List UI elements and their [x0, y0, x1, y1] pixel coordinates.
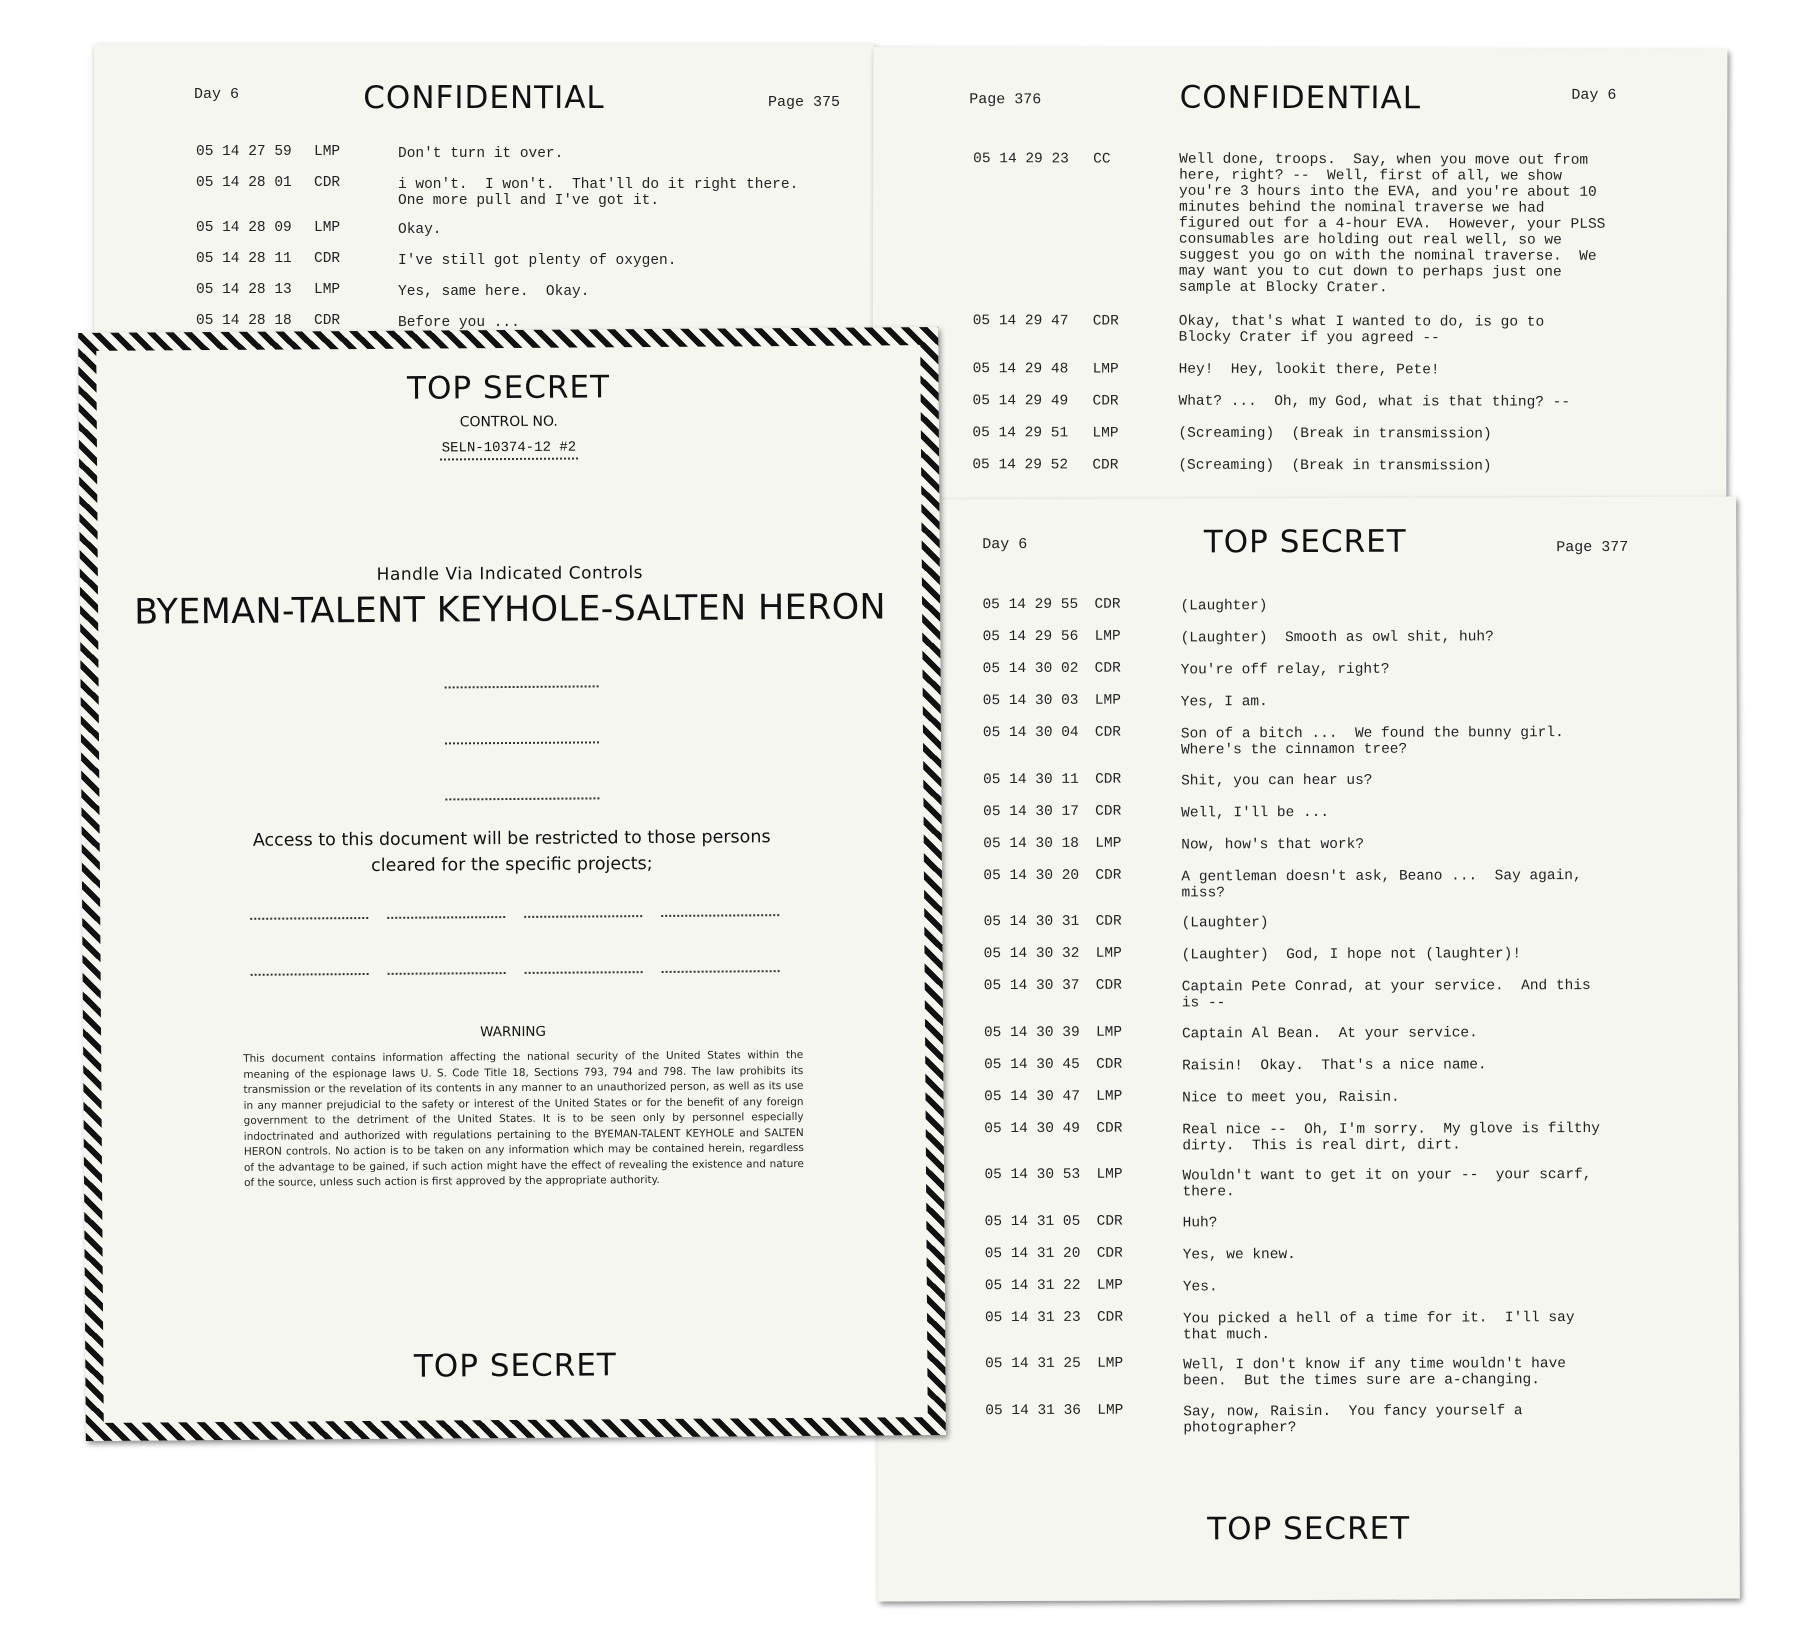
utterance: Shit, you can hear us?: [1181, 772, 1373, 789]
utterance: You picked a hell of a time for it. I'll say that much.: [1182, 1309, 1575, 1343]
cover-top-classification: TOP SECRET: [406, 369, 611, 407]
timestamp: 05 14 29 55: [982, 596, 1079, 614]
cover-bottom-classification: TOP SECRET: [413, 1347, 617, 1385]
speaker: LMP: [1097, 1402, 1124, 1419]
timestamp: 05 14 29 47: [972, 312, 1069, 329]
utterance: Nice to meet you, Raisin.: [1182, 1089, 1400, 1106]
utterance: You're off relay, right?: [1180, 661, 1390, 679]
speaker: LMP: [1095, 835, 1122, 852]
timestamp: 05 14 29 23: [973, 151, 1069, 168]
speaker: CDR: [1094, 724, 1122, 741]
transcript-row: [872, 456, 1726, 475]
speaker: LMP: [1096, 1277, 1123, 1294]
utterance: Yes, same here. Okay.: [398, 284, 590, 300]
utterance: Yes, we knew.: [1182, 1246, 1296, 1263]
transcript-row: [875, 833, 1737, 853]
timestamp: 05 14 31 05: [984, 1213, 1081, 1230]
blank-field: [525, 971, 643, 974]
blank-field: [387, 916, 505, 919]
cover-sheet: [78, 327, 946, 1441]
timestamp: 05 14 30 37: [983, 977, 1080, 995]
speaker: CDR: [1096, 1213, 1123, 1230]
timestamp: 05 14 29 48: [972, 360, 1069, 378]
timestamp: 05 14 30 03: [982, 692, 1079, 710]
timestamp: 05 14 30 17: [983, 803, 1079, 820]
timestamp: 05 14 31 22: [984, 1277, 1081, 1294]
blank-field: [388, 972, 506, 975]
day-label: Day 6: [194, 86, 240, 103]
timestamp: 05 14 30 20: [983, 867, 1080, 884]
transcript-row: [876, 1164, 1738, 1201]
speaker: CDR: [1096, 1056, 1123, 1073]
cover-sheet-body: [96, 345, 927, 1423]
speaker: CDR: [1096, 1120, 1123, 1137]
speaker: CDR: [314, 313, 341, 329]
day-label: Day 6: [982, 535, 1028, 554]
transcript-row: [876, 911, 1738, 932]
transcript-row: [876, 943, 1738, 964]
utterance: Wouldn't want to get it on your -- your scarf, there.: [1182, 1167, 1592, 1201]
speaker: LMP: [1094, 628, 1121, 645]
transcript-row: [875, 690, 1737, 711]
timestamp: 05 14 28 01: [196, 175, 292, 191]
speaker: CDR: [1092, 457, 1119, 474]
classification-footer: TOP SECRET: [1207, 1510, 1411, 1548]
transcript-row: [875, 801, 1737, 821]
timestamp: 05 14 30 04: [982, 724, 1079, 742]
transcript-row: [872, 424, 1726, 443]
speaker: LMP: [1095, 1024, 1123, 1041]
transcript-row: [877, 1275, 1739, 1295]
speaker: LMP: [314, 282, 341, 298]
transcript-row: [877, 1211, 1739, 1231]
transcript-row: [876, 1086, 1738, 1106]
utterance: Huh?: [1182, 1214, 1218, 1231]
utterance: Okay.: [398, 222, 442, 238]
timestamp: 05 14 28 11: [196, 251, 292, 267]
utterance: i won't. I won't. That'll do it right there. One more pull and I've got it.: [398, 177, 799, 209]
speaker: CDR: [1095, 771, 1122, 788]
speaker: CDR: [314, 175, 341, 191]
utterance: Real nice -- Oh, I'm sorry. My glove is filthy dirty. This is real dirt, dirt.: [1182, 1120, 1600, 1154]
transcript-row: [877, 1307, 1739, 1343]
blank-field: [445, 741, 599, 744]
timestamp: 05 14 28 18: [196, 313, 292, 329]
transcript-row: [876, 1054, 1738, 1074]
utterance: What? ... Oh, my God, what is that thing? --: [1178, 393, 1571, 411]
transcript-row: [875, 658, 1737, 679]
timestamp: 05 14 30 39: [983, 1024, 1080, 1041]
transcript-row: [874, 594, 1736, 615]
speaker: CDR: [1095, 867, 1122, 884]
speaker: CDR: [1094, 660, 1121, 677]
control-number-label: CONTROL NO.: [459, 413, 558, 431]
speaker: CDR: [1095, 913, 1122, 930]
speaker: LMP: [1094, 692, 1121, 709]
utterance: Yes, I am.: [1180, 694, 1268, 711]
utterance: Before you ...: [398, 315, 520, 331]
timestamp: 05 14 29 52: [972, 456, 1069, 474]
utterance: Son of a bitch ... We found the bunny girl. Where's the cinnamon tree?: [1180, 725, 1564, 759]
utterance: (Laughter): [1181, 915, 1269, 932]
control-number: [97, 437, 921, 459]
timestamp: 05 14 29 56: [982, 628, 1079, 646]
page-number: Page 376: [969, 91, 1042, 109]
speaker: CDR: [1096, 1309, 1124, 1326]
speaker: LMP: [1092, 425, 1119, 442]
timestamp: 05 14 30 53: [984, 1166, 1081, 1184]
blank-field: [251, 973, 369, 976]
utterance: Say, now, Raisin. You fancy yourself a photographer?: [1183, 1402, 1523, 1436]
speaker: LMP: [314, 220, 341, 236]
speaker: CDR: [1092, 313, 1119, 330]
utterance: (Laughter): [1180, 598, 1268, 615]
speaker: CDR: [1096, 1245, 1123, 1262]
timestamp: 05 14 31 25: [985, 1355, 1081, 1373]
utterance: Captain Al Bean. At your service.: [1181, 1024, 1478, 1042]
transcript-row: [875, 626, 1737, 647]
speaker: LMP: [1095, 945, 1122, 962]
classification-header: TOP SECRET: [1203, 523, 1407, 561]
utterance: Now, how's that work?: [1181, 836, 1365, 853]
timestamp: 05 14 30 11: [983, 771, 1079, 788]
handling-caveat: Handle Via Indicated Controls: [376, 563, 644, 585]
transcript-row: [877, 1400, 1739, 1436]
blank-field: [524, 915, 642, 918]
speaker: CDR: [1095, 977, 1122, 994]
codeword-title: BYEMAN-TALENT KEYHOLE-SALTEN HERON: [134, 587, 887, 633]
utterance: Okay, that's what I wanted to do, is go to Blocky Crater if you agreed --: [1178, 313, 1545, 346]
timestamp: 05 14 27 59: [196, 144, 292, 160]
blank-field: [445, 797, 599, 800]
timestamp: 05 14 30 47: [984, 1088, 1080, 1105]
transcript-row: [873, 312, 1727, 346]
warning-text: This document contains information affecting the national security of the United States within the meaning of the espionage laws U. S. Code Title 18, Sections 793, 794 and 798. The law prohibits its transmission or the revelation of its contents in any manner to an unauthorized person, as well as its use in any manner prejudicial to the safety or interest of the United States or for the benefit of any foreign government to the detriment of the United States. It is to be seen only by personnel especially indoctrinated and authorized with regulations pertaining to the BYEMAN-TALENT KEYHOLE and SALTEN HERON controls. No action is to be taken on any information which may be contained herein, regardless of the advantage to be gained, if such action might have the effect of revealing the existence and nature of the source, unless such action is first approved by the appropriate authority.: [243, 1048, 805, 1189]
page-number: Page 377: [1556, 538, 1629, 557]
timestamp: 05 14 30 49: [984, 1120, 1081, 1137]
transcript-row: [875, 722, 1737, 759]
timestamp: 05 14 31 20: [984, 1245, 1081, 1262]
blank-field: [662, 970, 780, 973]
blank-field: [445, 685, 599, 688]
utterance: (Screaming) (Break in transmission): [1178, 457, 1492, 475]
blank-field: [250, 917, 368, 920]
speaker: LMP: [1096, 1088, 1123, 1105]
timestamp: 05 14 29 51: [972, 424, 1069, 442]
speaker: CDR: [1094, 596, 1121, 613]
timestamp: 05 14 30 32: [983, 945, 1080, 963]
speaker: CC: [1093, 151, 1111, 168]
utterance: A gentleman doesn't ask, Beano ... Say again, miss?: [1181, 867, 1582, 901]
speaker: LMP: [1092, 361, 1119, 378]
speaker: CDR: [1092, 393, 1119, 410]
transcript-page-377: [874, 496, 1740, 1601]
blank-field: [661, 914, 779, 917]
utterance: Yes.: [1182, 1278, 1218, 1295]
timestamp: 05 14 30 45: [984, 1056, 1080, 1073]
speaker: LMP: [1096, 1166, 1123, 1183]
utterance: Well done, troops. Say, when you move out from here, right? -- Well, first of all, we show you're 3 hours into the EVA, and you're about 10 minutes behind the nominal traverse we had figured out for a 4-hour EVA. However, your PLSS consumables are holding out real well, so we suggest you go on with the nominal traverse. We may want you to cut down to perhaps just one sample at Blocky Crater.: [1178, 151, 1606, 297]
classification-header: CONFIDENTIAL: [1179, 79, 1422, 117]
classification-header: CONFIDENTIAL: [363, 80, 605, 116]
utterance: Hey! Hey, lookit there, Pete!: [1178, 361, 1440, 379]
transcript-row: [876, 975, 1738, 1012]
transcript-row: [873, 151, 1727, 297]
transcript-row: [876, 1022, 1738, 1042]
access-restriction: Access to this document will be restricted to those persons cleared for the specific projects;: [252, 827, 771, 876]
utterance: (Screaming) (Break in transmission): [1178, 425, 1492, 443]
warning-title: WARNING: [480, 1023, 547, 1041]
utterance: Raisin! Okay. That's a nice name.: [1182, 1056, 1487, 1074]
day-label: Day 6: [1571, 86, 1617, 104]
speaker: LMP: [314, 144, 341, 160]
utterance: (Laughter) God, I hope not (laughter)!: [1181, 946, 1522, 964]
speaker: CDR: [314, 251, 341, 267]
timestamp: 05 14 29 49: [972, 392, 1069, 410]
timestamp: 05 14 30 18: [983, 835, 1080, 852]
transcript-row: [877, 1353, 1739, 1390]
speaker: CDR: [1095, 803, 1122, 820]
utterance: Well, I'll be ...: [1181, 804, 1330, 821]
timestamp: 05 14 28 09: [196, 220, 292, 236]
transcript-row: [873, 360, 1727, 379]
utterance: Don't turn it over.: [398, 146, 564, 162]
timestamp: 05 14 30 31: [983, 913, 1080, 931]
transcript-row: [877, 1243, 1739, 1263]
control-number-value: SELN-10374-12 #2: [440, 440, 579, 461]
timestamp: 05 14 28 13: [196, 282, 292, 298]
utterance: I've still got plenty of oxygen.: [398, 253, 677, 269]
timestamp: 05 14 31 36: [985, 1402, 1082, 1419]
utterance: Well, I don't know if any time wouldn't have been. But the times sure are a-changing.: [1183, 1356, 1567, 1390]
transcript-row: [875, 769, 1737, 789]
speaker: LMP: [1097, 1355, 1124, 1372]
transcript-row: [876, 1118, 1738, 1154]
transcript-row: [873, 392, 1727, 411]
utterance: Captain Pete Conrad, at your service. And this is --: [1181, 978, 1591, 1012]
page-number: Page 375: [768, 94, 841, 111]
utterance: (Laughter) Smooth as owl shit, huh?: [1180, 629, 1494, 647]
transcript-row: [875, 865, 1737, 901]
timestamp: 05 14 30 02: [982, 660, 1079, 678]
timestamp: 05 14 31 23: [984, 1309, 1081, 1326]
